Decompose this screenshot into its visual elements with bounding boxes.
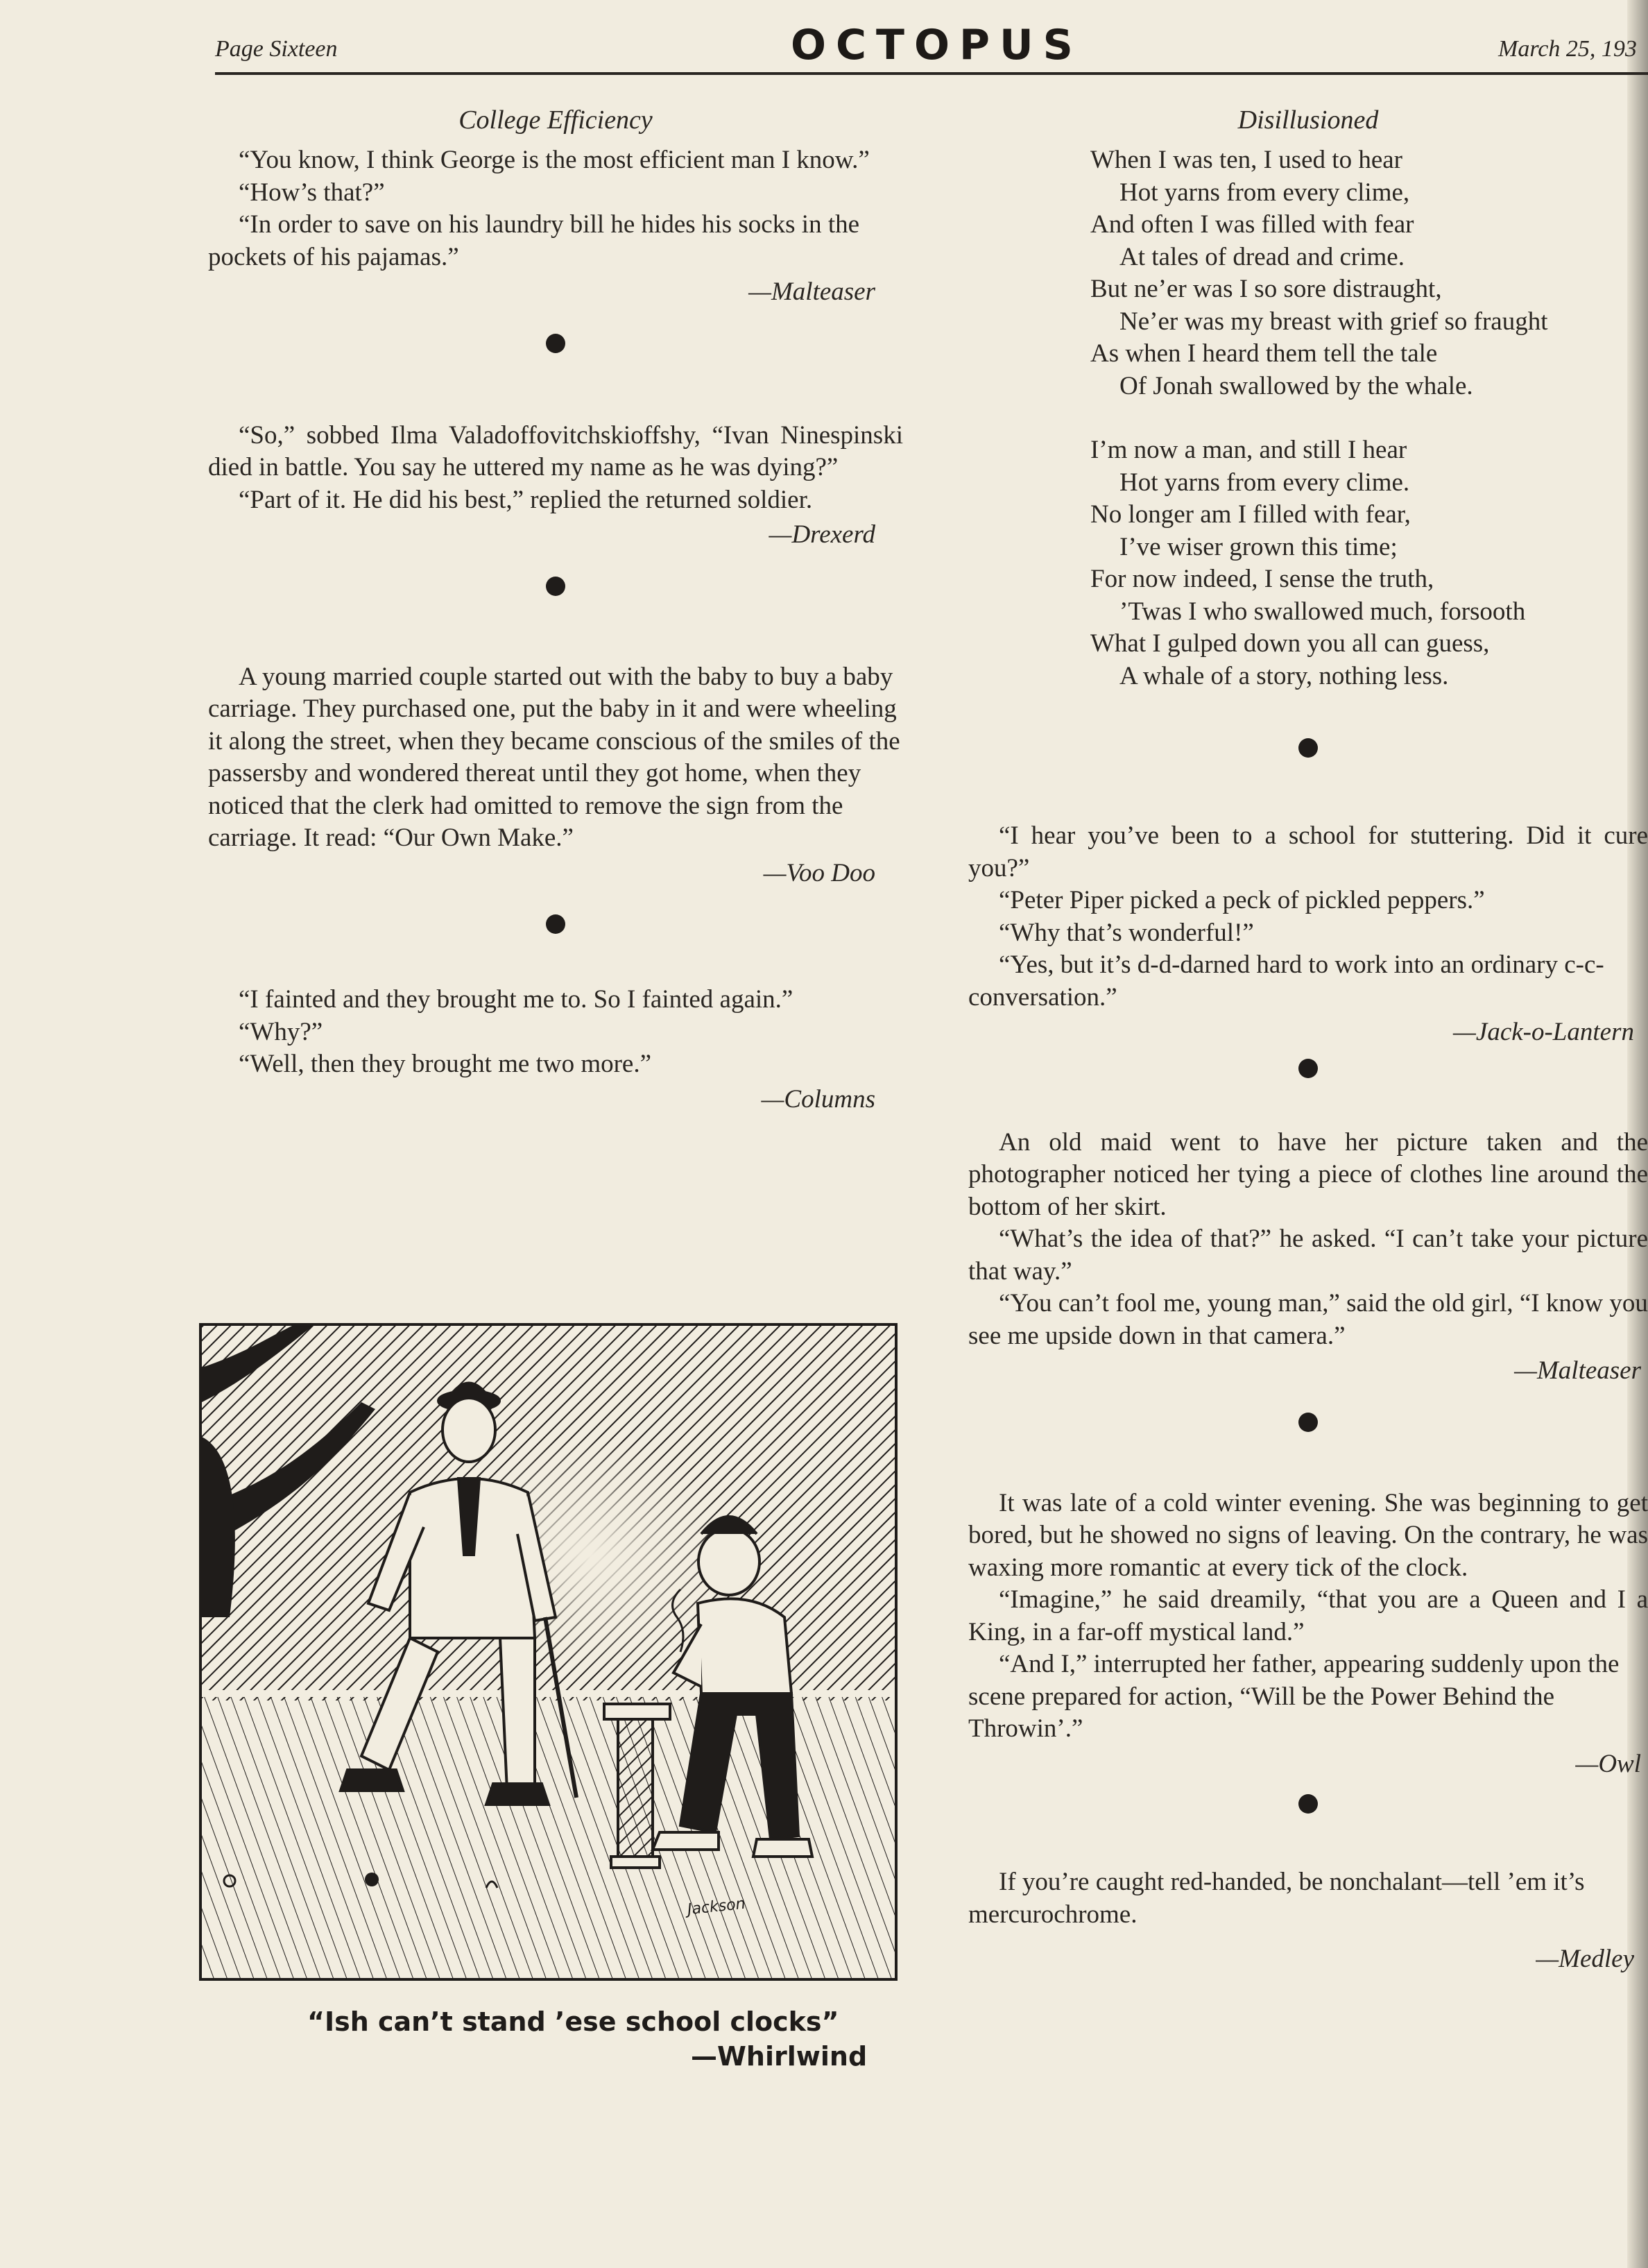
joke-paragraph: “Part of it. He did his best,” replied the returned soldier. <box>239 485 813 514</box>
joke-attribution: —Drexerd <box>769 520 875 549</box>
joke-paragraph: “You can’t fool me, young man,” said the old girl, “I know you see me upside down in that camera.” <box>968 1289 1648 1350</box>
separator-dot <box>1298 1794 1318 1814</box>
joke-paragraph: “So,” sobbed Ilma Valadoffovitchskioffshy, “Ivan Ninespinski died in battle. You say he uttered my name as he was dying?” <box>208 420 903 481</box>
joke-attribution: —Voo Doo <box>763 858 875 887</box>
section-title-college-efficiency: College Efficiency <box>458 105 653 135</box>
header-rule <box>215 72 1648 75</box>
poem-line: ’Twas I who swallowed much, forsooth <box>1119 597 1526 626</box>
poem-line: A whale of a story, nothing less. <box>1119 661 1449 690</box>
joke-attribution: —Columns <box>761 1084 875 1114</box>
poem-disillusioned <box>1090 144 1648 692</box>
joke-item <box>968 820 1648 1049</box>
poem-line: Hot yarns from every clime. <box>1119 468 1410 497</box>
left-column <box>208 104 903 1116</box>
joke-paragraph: “In order to save on his laundry bill he hides his socks in the pockets of his pajamas.” <box>208 210 860 271</box>
separator-dot <box>1298 738 1318 758</box>
poem-line: I’m now a man, and still I hear <box>1090 436 1407 464</box>
poem-line: At tales of dread and crime. <box>1119 242 1405 271</box>
magazine-masthead: OCTOPUS <box>791 21 1083 69</box>
poem-line: As when I heard them tell the tale <box>1090 339 1438 368</box>
joke-attribution: —Malteaser <box>1514 1356 1641 1385</box>
joke-paragraph: “How’s that?” <box>239 178 385 207</box>
joke-paragraph: “Peter Piper picked a peck of pickled peppers.” <box>999 886 1485 914</box>
poem-line: Of Jonah swallowed by the whale. <box>1119 371 1473 400</box>
artist-signature: Jackson <box>686 1895 746 1919</box>
poem-line: What I gulped down you all can guess, <box>1090 629 1490 658</box>
joke-paragraph: It was late of a cold winter evening. She was beginning to get bored, but he showed no signs of leaving. On the contrary, he was waxing more romantic at every tick of the clock. <box>968 1488 1648 1582</box>
joke-paragraph: “What’s the idea of that?” he asked. “I can’t take your picture that way.” <box>968 1225 1648 1286</box>
poem-line: For now indeed, I sense the truth, <box>1090 565 1434 593</box>
cartoon-caption: “Ish can’t stand ’ese school clocks” <box>307 2006 839 2037</box>
cartoon-drawing <box>202 1326 895 1978</box>
cartoon-illustration <box>199 1323 898 1981</box>
joke-item <box>968 1487 1648 1781</box>
joke-item <box>208 984 903 1116</box>
separator-dot <box>1298 1413 1318 1432</box>
joke-item <box>208 144 903 309</box>
joke-attribution: —Medley <box>1536 1945 1634 1973</box>
joke-item <box>208 420 903 552</box>
cartoon-caption-attribution: —Whirlwind <box>691 2041 868 2072</box>
poem-line: Hot yarns from every clime, <box>1119 178 1410 207</box>
separator-dot <box>1298 1059 1318 1078</box>
joke-paragraph: “I hear you’ve been to a school for stuttering. Did it cure you?” <box>968 821 1648 883</box>
joke-paragraph: “Yes, but it’s d-d-darned hard to work into an ordinary c-c-conversation.” <box>968 950 1604 1012</box>
joke-attribution: —Jack-o-Lantern <box>1453 1018 1634 1046</box>
separator-dot <box>546 577 565 596</box>
page-number-label: Page Sixteen <box>215 36 338 62</box>
poem-line: And often I was filled with fear <box>1090 210 1414 239</box>
joke-paragraph: “You know, I think George is the most efficient man I know.” <box>239 146 870 174</box>
poem-line: I’ve wiser grown this time; <box>1119 532 1398 561</box>
separator-dot <box>546 334 565 353</box>
joke-paragraph: A young married couple started out with the baby to buy a baby carriage. They purchased one, put the baby in it and were wheeling it along the street, when they became conscious of the smiles of the passersby and wondered thereat until they got home, when they noticed that the clerk had omitted to remove the sign from the carriage. It read: “Our Own Make.” <box>208 662 900 852</box>
separator-dot <box>546 914 565 934</box>
joke-paragraph: “Imagine,” he said dreamily, “that you are a Queen and I a King, in a far-off mystical land.” <box>968 1585 1648 1646</box>
poem-line: But ne’er was I so sore distraught, <box>1090 275 1442 303</box>
right-column <box>968 104 1648 1976</box>
poem-line: When I was ten, I used to hear <box>1090 146 1402 174</box>
joke-attribution: —Malteaser <box>748 278 875 306</box>
joke-item <box>208 661 903 890</box>
issue-date: March 25, 193 <box>1498 36 1637 62</box>
joke-attribution: —Owl <box>1575 1749 1641 1778</box>
joke-item <box>968 1866 1648 1976</box>
joke-paragraph: “I fainted and they brought me to. So I fainted again.” <box>239 985 793 1014</box>
joke-paragraph: An old maid went to have her picture taken and the photographer noticed her tying a piece of clothes line around the bottom of her skirt. <box>968 1127 1648 1221</box>
joke-item <box>968 1127 1648 1388</box>
joke-paragraph: “Why that’s wonderful!” <box>999 918 1254 947</box>
poem-line: Ne’er was my breast with grief so fraught <box>1119 307 1548 336</box>
section-title-disillusioned: Disillusioned <box>1237 105 1379 135</box>
joke-paragraph: “Why?” <box>239 1017 323 1046</box>
joke-paragraph: “Well, then they brought me two more.” <box>239 1050 652 1078</box>
joke-paragraph: “And I,” interrupted her father, appearing suddenly upon the scene prepared for action, “Will be the Power Behind the Throwin’.” <box>968 1650 1620 1743</box>
joke-paragraph: If you’re caught red-handed, be nonchalant—tell ’em it’s mercurochrome. <box>968 1868 1585 1929</box>
poem-line: No longer am I filled with fear, <box>1090 500 1411 529</box>
